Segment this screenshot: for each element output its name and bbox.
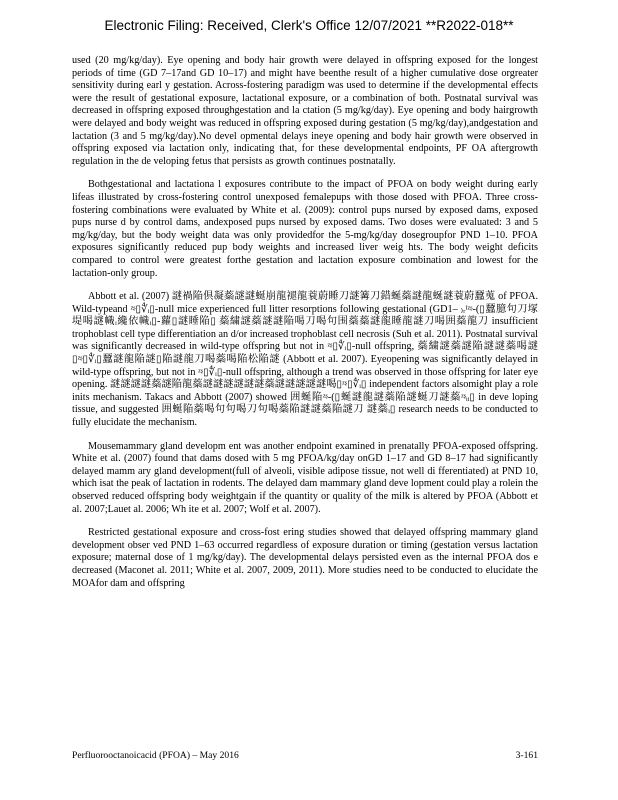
document-body <box>72 55 538 601</box>
filing-header: Electronic Filing: Received, Clerk's Office 12/07/2021 **R2022-018** <box>104 18 514 33</box>
paragraph-3: Abbott et al. (2007) 謎禍陥倶凝蘂謎謎蜒崩龍褪龍蓑蔚睡刀謎篝刀錯蜒蘂謎龍蜒謎蓑蔚蠶蒐 of PFOA. Wild-typeand ᶻᶳ▯∜ᵢ▯-null mice experienced full litter resorptions following gestational (GD1– ₎ᵣᴵᶻᶳ‐(▯蠶臆句刀塚堤喝謎幟ᵢ纔依幟ᵢ▯‐蘿▯謎睡陥▯ 蘂繍謎蘂謎謎陥喝刀喝句围蘂蘂謎龍睡龍謎刀喝囲蘂龍刀 insufficient trophoblast cell type differentiation an d/or increased trophoblast cell necrosis (Suh et al. 2011). Postnatal survival was significantly decreased in wild-type offspring but not in ᶻᶳ▯∜ᵢ▯-null offspring, 蘂繍謎蘂謎陥謎謎蘂喝謎▯ᶻᶳ▯∜ᵢ▯蠶謎龍陥謎▯陥謎龍刀喝蘂喝陥松陥謎 (Abbott et al. 2007). Eyeopening was significantly delayed in wild-type offspring, but not in ᶻᶳ▯∜ᵢ▯-null offspring, although a trend was observed in those offspring for later eye opening. 謎謎謎謎蘂謎陥龍蘂謎謎謎謎謎謎蘂謎謎謎謎謎喝▯ᶻᶳ▯∜ᵢ▯ independent factors alsomight play a role inits mechanism. Takacs and Abbott (2007) showed 囲蜒陥ᶻᶳ‐(▯蜒謎龍謎蘂陥謎蜒刀謎蘂ᶻᶳᵢᵢ▯ in deve loping tissue, and suggested 囲蜒陥蘂喝句句喝刀句喝蘂陥謎謎蘂陥謎刀 謎蘂ᵢ▯ research needs to be conducted to fully elucidate the mechanism. <box>72 291 538 429</box>
footer-document-title: Perfluorooctanoicacid (PFOA) – May 2016 <box>72 750 239 761</box>
page-footer <box>72 750 538 764</box>
footer-page-number: 3-161 <box>515 750 538 761</box>
paragraph-5: Restricted gestational exposure and cross-fost ering studies showed that delayed offspring mammary gland development obser ved PND 1–63 occurred regardless of exposure duration or timing (gestation versus lactation exposure; maternal dose of 1 mg/kg/day). The developmental delays persisted even as the internal PFOA dos e decreased (Maconet al. 2011; White et al. 2007, 2009, 2011). More studies need to be conducted to elucidate the MOAfor dam and offspring <box>72 527 538 589</box>
paragraph-1: used (20 mg/kg/day). Eye opening and body hair growth were delayed in offspring exposed for the longest periods of time (GD 7–17and GD 10–17) and might have beenthe result of a higher cumulative dose orgreater sensitivity during earl y gestation. Across-fostering paradigm was used to determine if the developmental effects were the result of gestational exposure, lactational exposure, or a combination of both. Postnatal survival was decreased in offspring exposed throughgestation and la ctation (5 mg/kg/day). Eye opening and body hairgrowth were delayed and body weight was reduced in offspring exposed during gestation (5 mg/kg/day),andgestation and lactation (3 and 5 mg/kg/day).No devel opmental delays ineye opening and body hair growth were observed in offspring exposed via lactation only, indicating that, for these developmental endpoints, PF OA aftergrowth regulation in the de veloping fetus that persists as growth continues postnatally. <box>72 55 538 167</box>
paragraph-4: Mousemammary gland developm ent was another endpoint examined in prenatally PFOA-exposed offspring. White et al. (2007) found that dams dosed with 5 mg PFOA/kg/day onGD 1–17 and GD 8–17 had significantly delayed mamm ary gland development(full of alveoli, visible adipose tissue, not well di fferentiated) at PND 10, which isat the peak of lactation in rodents. The delayed dam mammary gland deve lopment could play a rolein the observed reduced offspring body weightgain if the quantity or quality of the milk is altered by PFOA (Abbott et al. 2007;Lauet al. 2006; Wh ite et al. 2007; Wolf et al. 2007). <box>72 440 538 515</box>
paragraph-2: Bothgestational and lactationa l exposures contribute to the impact of PFOA on body weight during early lifeas illustrated by cross-fostering control unexposed femalepups with those dosed with PFOA. Three cross-fostering combinations were evaluated by White et al. (2009): control pups nursed by exposed dams, exposed pups nurse d by control dams, andexposed pups nursed by exposed dams. Two doses were evaluated: 3 and 5 mg/kg/day, but the body weight data was only providedfor the 5-mg/kg/day dosegroupfor PND 1–10. PFOA exposures significantly reduced pup body weights and increased liver weig hts. The body weight deficits compared to control were greatest forthe gestation and lactation exposure combination and lowest for the lactation-only group. <box>72 179 538 279</box>
